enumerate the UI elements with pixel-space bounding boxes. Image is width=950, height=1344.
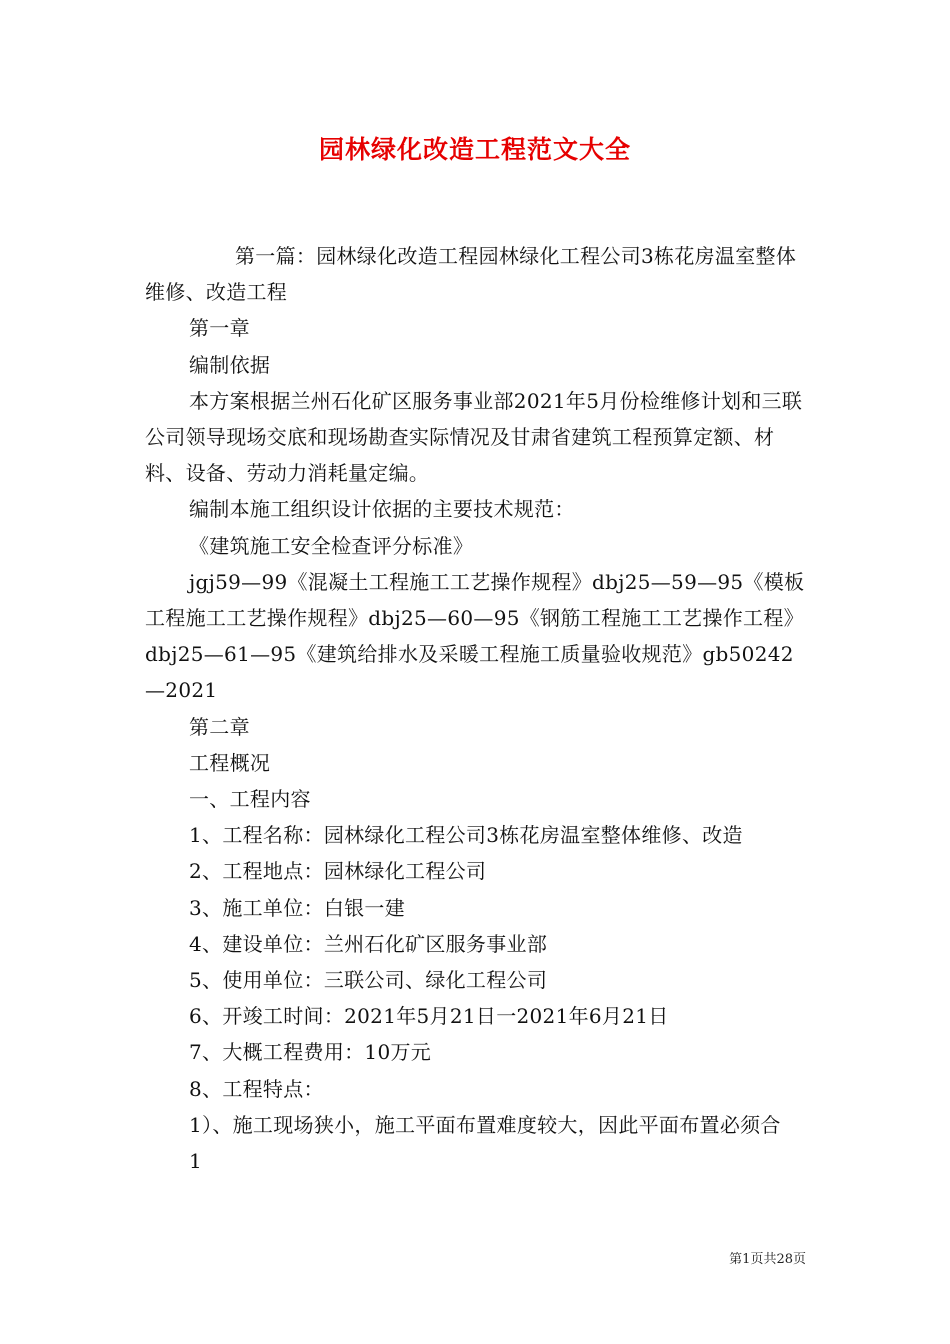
paragraph: 第二章 [189,714,250,739]
paragraph: 编制依据 [189,352,271,377]
list-item: 4、建设单位：兰州石化矿区服务事业部 [189,931,548,956]
list-item: 2、工程地点：园林绿化工程公司 [189,859,487,884]
paragraph: jgj59—99《混凝土工程施工工艺操作规程》dbj25—59—95《模板工程施工工艺操作规程》dbj25—60—95《钢筋工程施工工艺操作工程》dbj25—61—95《建筑给排水及采暖工程施工质量验收规范》gb50242—2021 [145,569,805,703]
paragraph: 本方案根据兰州石化矿区服务事业部2021年5月份检维修计划和三联公司领导现场交底和现场勘查实际情况及甘肃省建筑工程预算定额、材料、设备、劳动力消耗量定编。 [145,388,803,486]
document-title: 园林绿化改造工程范文大全 [318,135,631,164]
paragraph: 编制本施工组织设计依据的主要技术规范： [189,497,575,522]
paragraph: 1 [189,1149,203,1174]
document-body [145,238,810,1179]
list-item: 3、施工单位：白银一建 [189,895,406,920]
list-item: 8、工程特点： [189,1076,324,1101]
list-item: 7、大概工程费用：10万元 [189,1040,432,1065]
paragraph: 第一章 [189,316,250,341]
list-item: 1、工程名称：园林绿化工程公司3栋花房温室整体维修、改造 [189,823,743,848]
list-item: 6、开竣工时间：2021年5月21日一2021年6月21日 [189,1004,669,1029]
paragraph: 工程概况 [189,750,271,775]
list-item: 5、使用单位：三联公司、绿化工程公司 [189,968,548,993]
page-footer [660,1248,806,1267]
list-item: 1）、施工现场狭小，施工平面布置难度较大，因此平面布置必须合 [189,1112,781,1137]
paragraph-chapter-heading: 第一篇：园林绿化改造工程园林绿化工程公司3栋花房温室整体维修、改造工程 [145,244,797,305]
page-number-label: 第1页共28页 [729,1252,806,1267]
paragraph: 《建筑施工安全检查评分标准》 [189,533,474,558]
paragraph: 一、工程内容 [189,787,311,812]
